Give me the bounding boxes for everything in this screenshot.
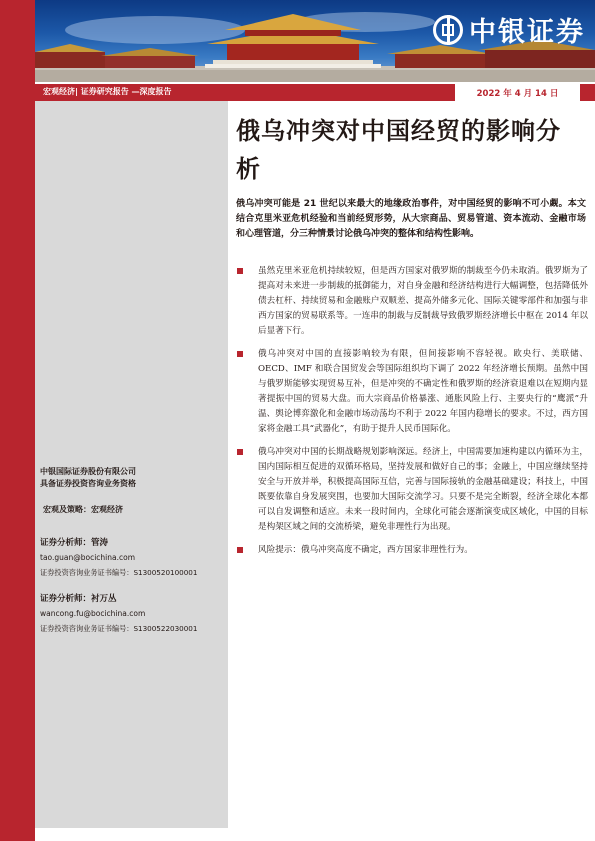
sidebar-panel [35, 101, 228, 828]
company-qualification: 具备证券投资咨询业务资格 [40, 479, 136, 488]
key-point-item [236, 445, 588, 535]
square-bullet-icon [237, 268, 243, 274]
report-category: 宏观经济| 证券研究报告 —深度报告 [43, 87, 172, 96]
analyst-cert: 证券投资咨询业务证书编号：S1300520100001 [40, 568, 198, 577]
analyst-name: 证券分析师：管涛 [40, 538, 109, 548]
square-bullet-icon [237, 449, 243, 455]
analyst-card [40, 592, 197, 634]
company-info [40, 466, 136, 490]
analyst-email[interactable]: tao.guan@bocichina.com [40, 553, 136, 562]
analyst-name: 证券分析师：衬万丛 [40, 594, 117, 604]
strategy-label: 宏观及策略：宏观经济 [43, 505, 123, 514]
key-point-item [236, 347, 588, 437]
bank-of-china-logo-icon [433, 15, 463, 45]
key-points-list [236, 264, 588, 566]
analyst-card [40, 536, 197, 578]
brand-logo-text: 中银证券 [469, 17, 585, 48]
key-point-text: 俄乌冲突对中国的直接影响较为有限，但间接影响不容轻视。欧央行、美联储、OECD、IMF 和联合国贸发会等国际组织均下调了 2022 年经济增长预期。虽然中国与俄罗斯能够实现贸易互补，但是冲突的不确定性和俄罗斯的经济衰退难以在短期内显著提振中国的贸易大盘。而大宗商品价格暴涨、通胀风险上行、主要央行的“鹰派”升温、舆论博弈激化和金融市场动荡均不利于 2022 年国内稳增长的要求。不过，西方国家将金融工具“武器化”，有助于提升人民币国际化。 [258, 349, 588, 434]
company-name: 中银国际证券股份有限公司 [40, 467, 136, 476]
report-summary: 俄乌冲突可能是 21 世纪以来最大的地缘政治事件，对中国经贸的影响不可小觑。本文结合克里米亚危机经验和当前经贸形势，从大宗商品、贸易管道、资本流动、金融市场和心理管道，分三种情景讨论俄乌冲突的整体和结构性影响。 [236, 199, 586, 239]
key-point-text: 风险提示：俄乌冲突高度不确定，西方国家非理性行为。 [258, 545, 473, 555]
left-accent-bar [0, 0, 35, 841]
analyst-email[interactable]: wancong.fu@bocichina.com [40, 609, 146, 618]
key-point-item [236, 543, 588, 558]
key-point-text: 虽然克里米亚危机持续较短，但是西方国家对俄罗斯的制裁至今仍未取消。俄罗斯为了提高对未来进一步制裁的抵御能力，对自身金融和经济结构进行大幅调整，包括降低外债去杠杆、持续贸易和金融账户双顺差、提高外储多元化、国际关键零部件和加强与非西方国家的贸易联系等。一连串的制裁与反制裁导致俄罗斯经济增长中枢在 2014 年以后显著下行。 [258, 266, 588, 336]
brand-logo [433, 10, 585, 49]
analyst-cert: 证券投资咨询业务证书编号：S1300522030001 [40, 624, 198, 633]
report-date: 2022 年 4 月 14 日 [455, 84, 580, 101]
header-banner [35, 0, 595, 82]
key-point-item [236, 264, 588, 339]
key-point-text: 俄乌冲突对中国的长期战略规划影响深远。经济上，中国需要加速构建以内循环为主，国内国际相互促进的双循环格局，坚持发展和做好自己的事；金融上，中国应继续坚持安全与开放并举，积极提高国际互信，完善与国际接轨的金融基础建设；科技上，中国既要依靠自身发展突围，也要加大国际交流学习。只要不是完全断裂，经济全球化本都可以自发调整和适应。未来一段时间内，全球化可能会逐渐演变成区域化，中国的目标是构架区域之间的交流桥梁，避免非理性行为出现。 [258, 447, 588, 532]
report-title: 俄乌冲突对中国经贸的影响分析 [236, 117, 561, 183]
square-bullet-icon [237, 547, 243, 553]
square-bullet-icon [237, 351, 243, 357]
